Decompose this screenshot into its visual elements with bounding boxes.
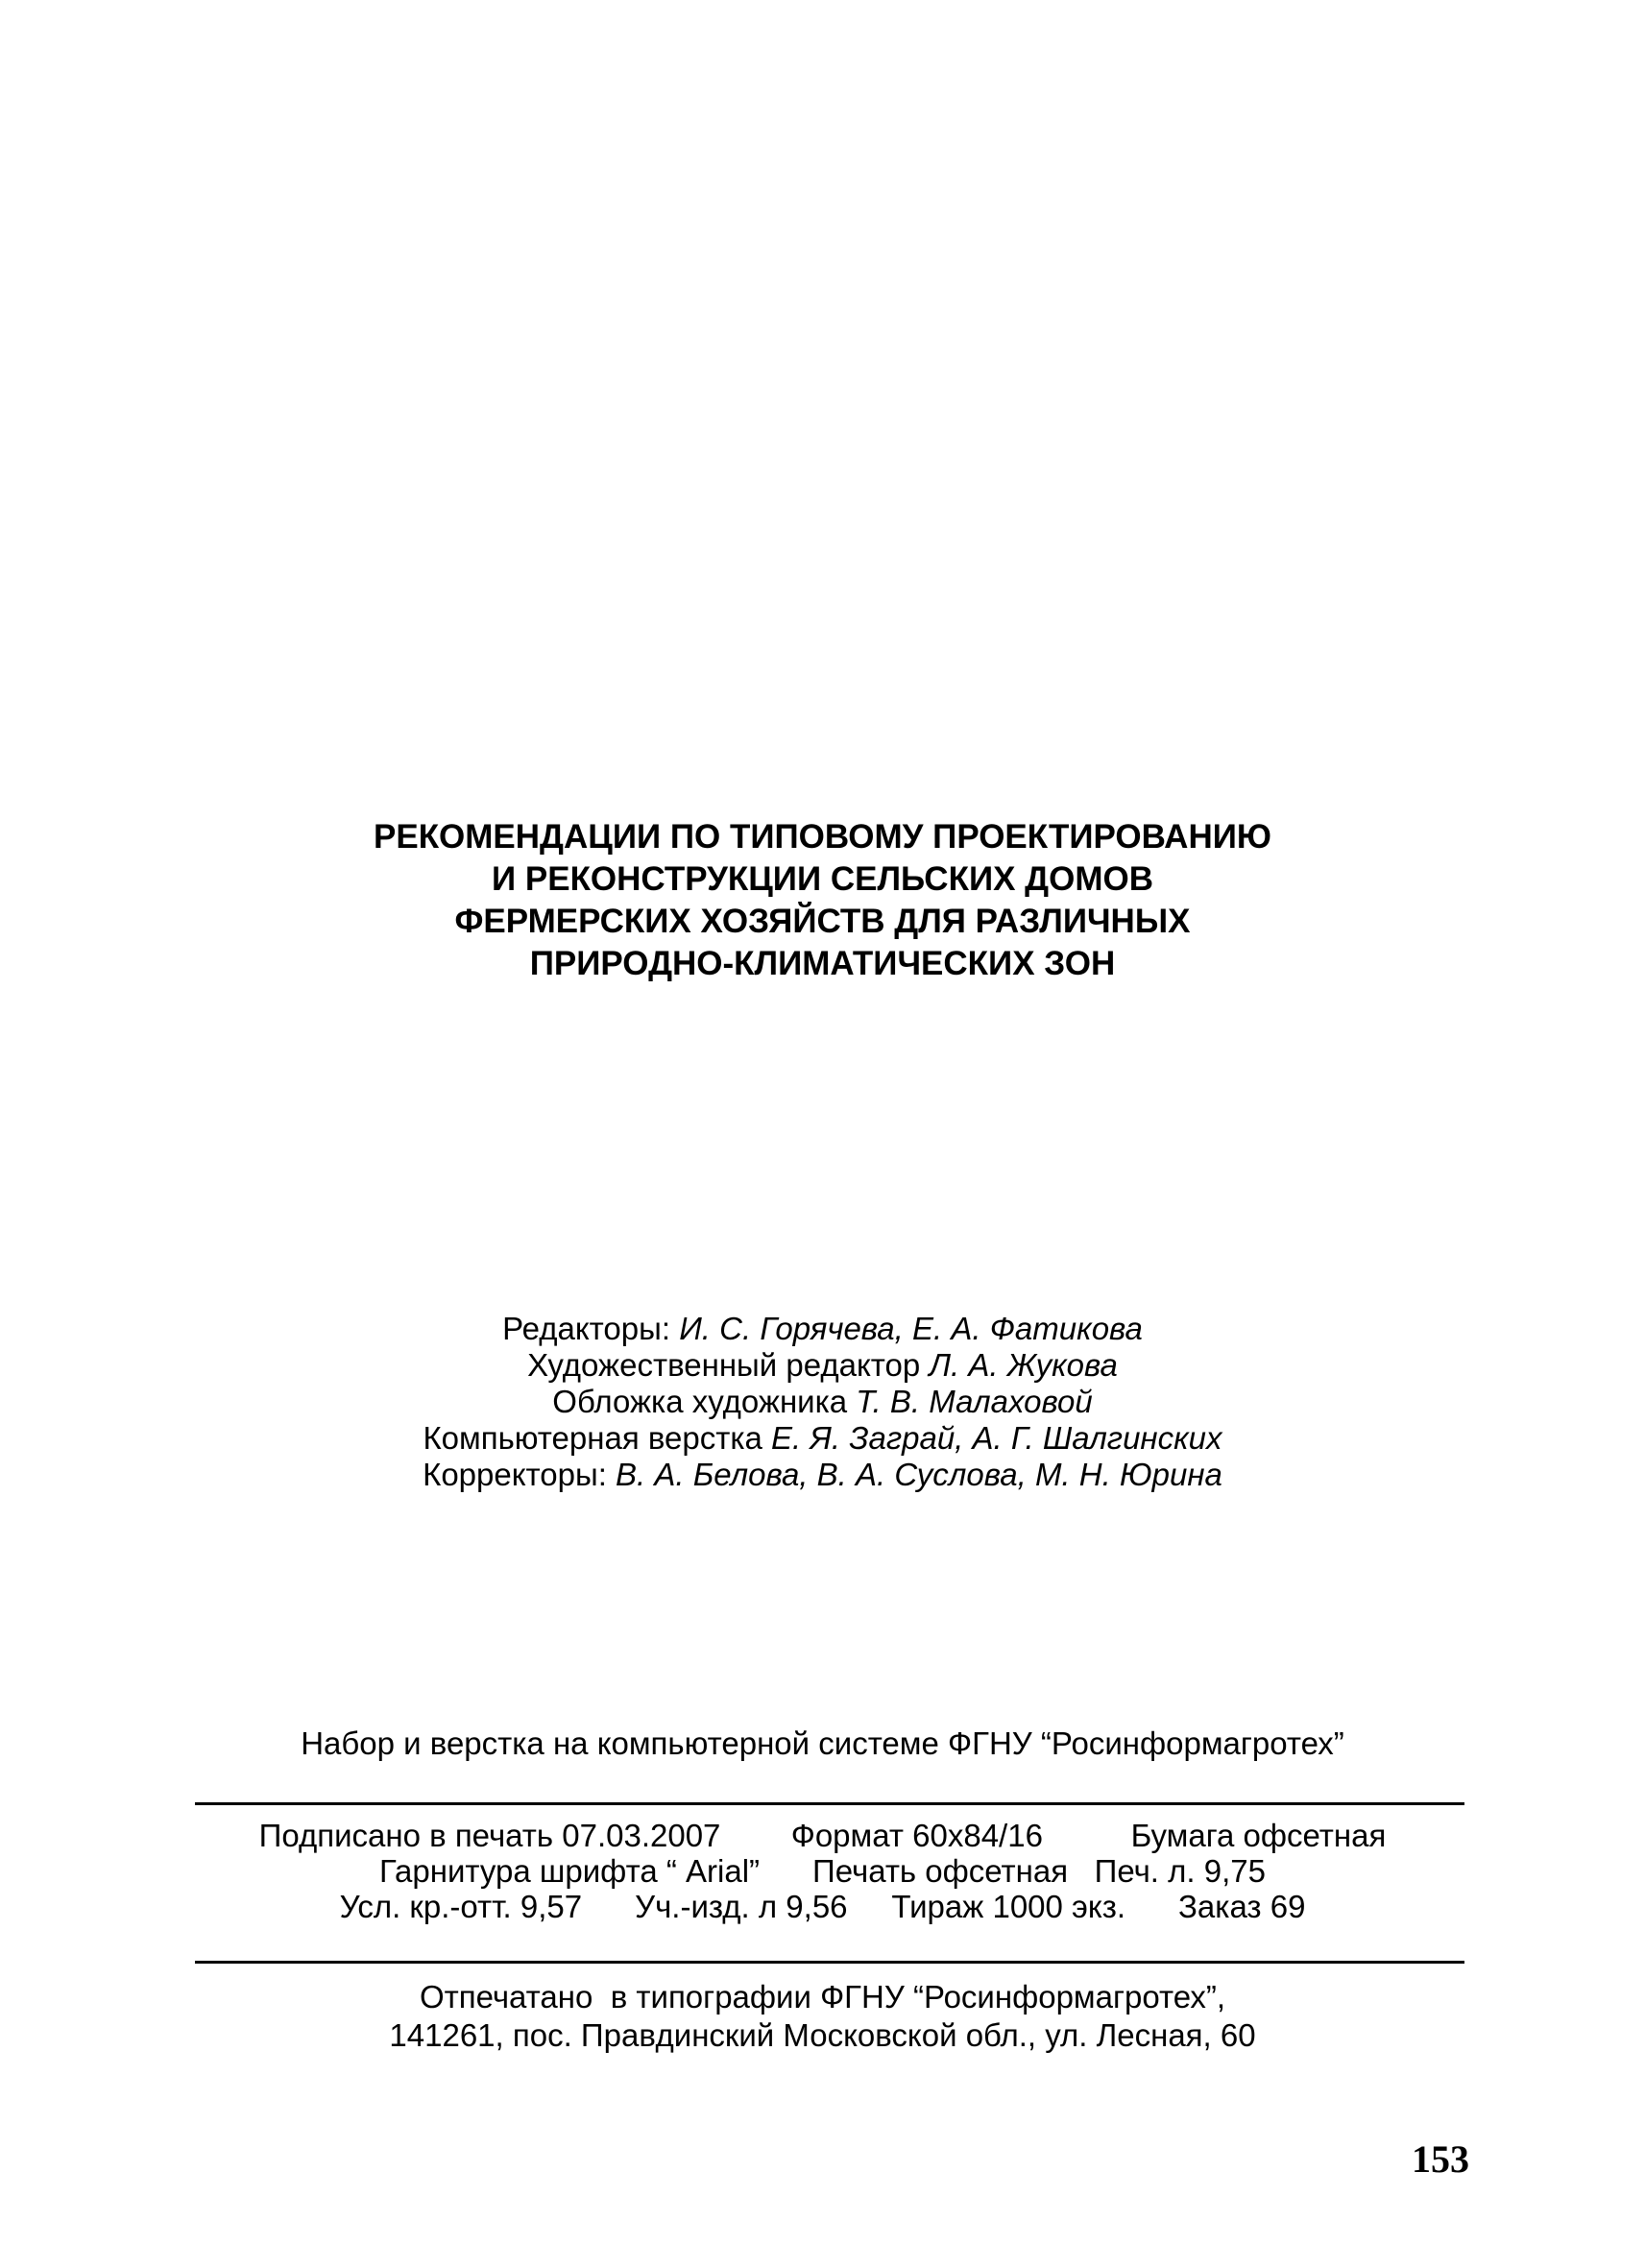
credit-names: Л. А. Жукова — [929, 1347, 1118, 1383]
typeset-note: Набор и верстка на компьютерной системе ФГНУ “Росинформагротех” — [301, 1725, 1344, 1761]
document-title — [0, 816, 1645, 985]
title-line-2: И РЕКОНСТРУКЦИИ СЕЛЬСКИХ ДОМОВ — [492, 860, 1153, 898]
credit-role: Корректоры: — [423, 1457, 617, 1492]
printer-line-2: 141261, пос. Правдинский Московской обл., ул. Лесная, 60 — [389, 2017, 1256, 2053]
credit-cover-artist — [0, 1384, 1645, 1420]
credit-role: Художественный редактор — [527, 1347, 930, 1383]
credit-role: Редакторы: — [502, 1311, 680, 1346]
credit-art-editor — [0, 1347, 1645, 1384]
printer-block — [0, 1978, 1645, 2055]
divider-bottom — [195, 1961, 1464, 1964]
divider-top — [195, 1802, 1464, 1805]
credit-names: И. С. Горячева, Е. А. Фатикова — [679, 1311, 1143, 1346]
credit-proofreaders — [0, 1457, 1645, 1493]
imprint-line-1: Подписано в печать 07.03.2007 Формат 60x84/16 Бумага офсетная — [258, 1818, 1387, 1853]
imprint-line-2: Гарнитура шрифта “ Arial” Печать офсетная Печ. л. 9,75 — [379, 1853, 1266, 1889]
imprint-block — [0, 1818, 1645, 1924]
title-line-3: ФЕРМЕРСКИХ ХОЗЯЙСТВ ДЛЯ РАЗЛИЧНЫХ — [454, 903, 1191, 940]
credit-names: Т. В. Малаховой — [856, 1384, 1093, 1419]
credit-role: Компьютерная верстка — [423, 1420, 772, 1456]
title-line-4: ПРИРОДНО-КЛИМАТИЧЕСКИХ ЗОН — [529, 945, 1116, 982]
title-line-1: РЕКОМЕНДАЦИИ ПО ТИПОВОМУ ПРОЕКТИРОВАНИЮ — [374, 818, 1271, 856]
printer-line-1: Отпечатано в типографии ФГНУ “Росинформагротех”, — [419, 1979, 1226, 2015]
credits-block — [0, 1311, 1645, 1493]
imprint-line-3: Усл. кр.-отт. 9,57 Уч.-изд. л 9,56 Тираж 1000 экз. Заказ 69 — [339, 1889, 1306, 1924]
credit-names: В. А. Белова, В. А. Суслова, М. Н. Юрина — [616, 1457, 1222, 1492]
credit-names: Е. Я. Заграй, А. Г. Шалгинских — [771, 1420, 1222, 1456]
page-number: 153 — [1412, 2137, 1469, 2181]
credit-layout — [0, 1420, 1645, 1457]
credit-editors — [0, 1311, 1645, 1347]
credit-role: Обложка художника — [552, 1384, 857, 1419]
